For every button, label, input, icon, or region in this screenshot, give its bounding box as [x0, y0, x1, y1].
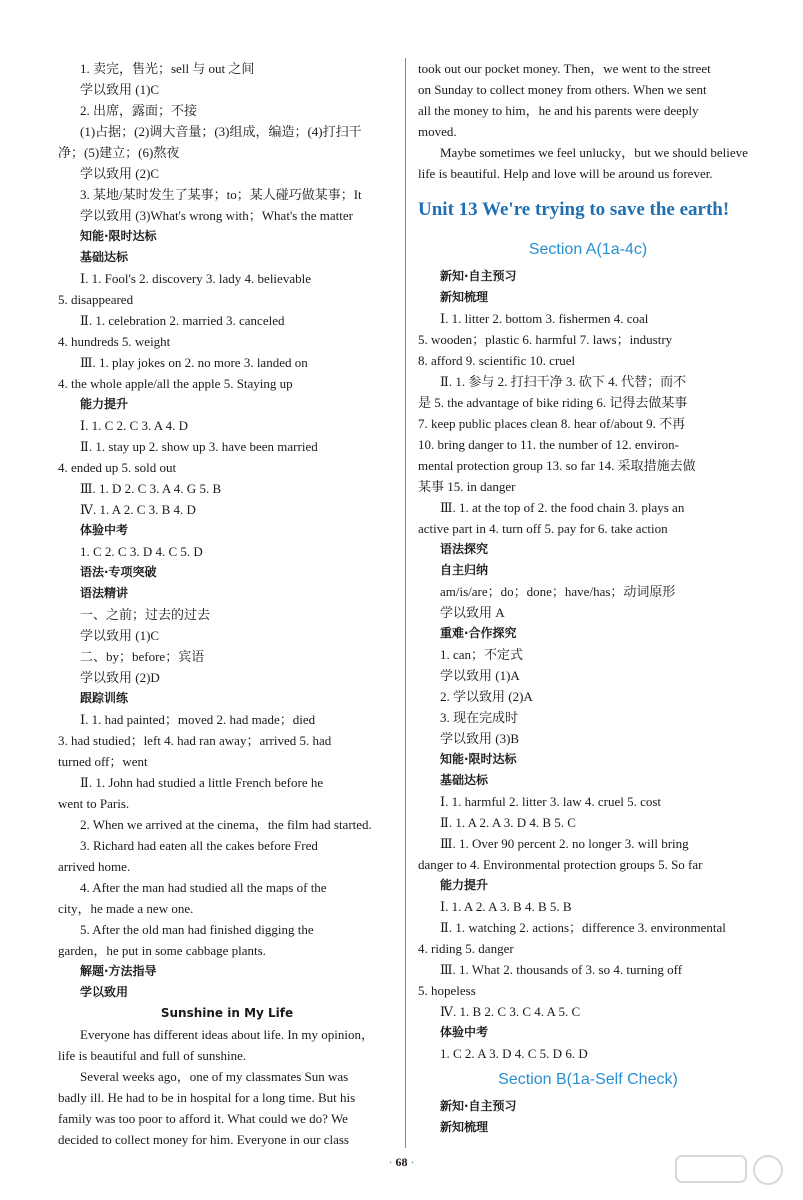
text-line: moved. [418, 124, 457, 139]
text-line: Everyone has different ideas about life. In my opinion， [80, 1027, 374, 1042]
text-line: Ⅰ. 1. had painted；moved 2. had made；died [80, 712, 316, 727]
section-b-title: Section B(1a-Self Check) [498, 1071, 678, 1088]
text-line: 8. afford 9. scientific 10. cruel [418, 353, 576, 368]
text-line: took out our pocket money. Then，we went to the street [418, 61, 711, 76]
text-line: Ⅱ. 1. watching 2. actions；difference 3. environmental [440, 920, 726, 935]
text-line: 体验中考 [440, 1025, 489, 1039]
text-line: went to Paris. [58, 796, 130, 811]
text-line: 新知·自主预习 [440, 1099, 517, 1113]
text-line: 4. After the man had studied all the maps of the [80, 880, 327, 895]
text-line: Ⅱ. 1. stay up 2. show up 3. have been married [80, 439, 318, 454]
text-line: 4. riding 5. danger [418, 941, 514, 956]
text-line: 2. When we arrived at the cinema，the film had started. [80, 817, 372, 832]
text-line: 某事 15. in danger [418, 479, 516, 494]
text-line: 是 5. the advantage of bike riding 6. 记得去做某事 [418, 395, 688, 410]
text-line: 能力提升 [440, 878, 489, 892]
text-line: 自主归纳 [440, 563, 489, 577]
text-line: 学以致用 (1)A [440, 668, 520, 683]
text-line: Ⅲ. 1. Over 90 percent 2. no longer 3. will bring [440, 836, 689, 851]
text-line: badly ill. He had to be in hospital for a long time. But his [58, 1090, 356, 1105]
text-line: 7. keep public places clean 8. hear of/about 9. 不再 [418, 416, 686, 431]
text-line: Maybe sometimes we feel unlucky，but we should believe [440, 145, 748, 160]
text-line: Ⅱ. 1. A 2. A 3. D 4. B 5. C [440, 815, 576, 830]
text-line: 3. Richard had eaten all the cakes before Fred [80, 838, 318, 853]
text-line: Ⅰ. 1. harmful 2. litter 3. law 4. cruel 5. cost [440, 794, 662, 809]
text-line: 4. hundreds 5. weight [58, 334, 171, 349]
text-line: Ⅰ. 1. Fool's 2. discovery 3. lady 4. believable [80, 271, 311, 286]
right-column [418, 58, 758, 1138]
text-line: Ⅲ. 1. D 2. C 3. A 4. G 5. B [80, 481, 222, 496]
text-line: 体验中考 [80, 523, 129, 537]
text-line: arrived home. [58, 859, 131, 874]
text-line: 3. 现在完成时 [440, 710, 519, 725]
text-line: 学以致用 (3)What's wrong with；What's the matter [80, 208, 353, 223]
text-line: city，he made a new one. [58, 901, 194, 916]
text-line: 学以致用 (3)B [440, 731, 520, 746]
text-line: 1. C 2. C 3. D 4. C 5. D [80, 544, 203, 559]
text-line: 语法·专项突破 [80, 565, 157, 579]
text-line: Several weeks ago，one of my classmates Sun was [80, 1069, 349, 1084]
unit-title: Unit 13 We're trying to save the earth! [418, 199, 730, 220]
text-line: 学以致用 [80, 985, 129, 999]
text-line: life is beautiful. Help and love will be around us forever. [418, 166, 713, 181]
page-number: · 68 · [388, 1155, 415, 1169]
text-line: 语法精讲 [80, 586, 129, 600]
text-line: on Sunday to collect money from others. When we sent [418, 82, 707, 97]
text-line: Ⅲ. 1. What 2. thousands of 3. so 4. turning off [440, 962, 683, 977]
left-column [58, 58, 396, 1150]
text-line: Ⅳ. 1. A 2. C 3. B 4. D [80, 502, 196, 517]
text-line: Ⅲ. 1. at the top of 2. the food chain 3. plays an [440, 500, 685, 515]
text-line: 新知梳理 [440, 1120, 489, 1134]
text-line: turned off；went [58, 754, 148, 769]
text-line: danger to 4. Environmental protection groups 5. So far [418, 857, 703, 872]
text-line: 语法探究 [440, 542, 489, 556]
text-line: 3. had studied；left 4. had ran away；arrived 5. had [58, 733, 332, 748]
essay-continuation [418, 58, 758, 184]
text-line: life is beautiful and full of sunshine. [58, 1048, 247, 1063]
text-line: Ⅰ. 1. C 2. C 3. A 4. D [80, 418, 189, 433]
text-line: 学以致用 (2)C [80, 166, 160, 181]
text-line: 4. the whole apple/all the apple 5. Staying up [58, 376, 293, 391]
section-a-answers [418, 266, 758, 1064]
text-line: am/is/are；do；done；have/has；动词原形 [440, 584, 676, 599]
text-line: 基础达标 [80, 250, 129, 264]
text-line: garden，he put in some cabbage plants. [58, 943, 266, 958]
text-line: 知能·限时达标 [440, 752, 517, 766]
text-line: 净；(5)建立；(6)熬夜 [58, 145, 180, 160]
text-line: 二、by；before；宾语 [80, 649, 205, 664]
text-line: 学以致用 A [440, 605, 505, 620]
text-line: 1. can；不定式 [440, 647, 524, 662]
text-line: 5. wooden；plastic 6. harmful 7. laws；industry [418, 332, 673, 347]
text-line: Ⅱ. 1. celebration 2. married 3. canceled [80, 313, 285, 328]
text-line: decided to collect money for him. Everyone in our class [58, 1132, 349, 1147]
text-line: 学以致用 (2)D [80, 670, 160, 685]
text-line: 知能·限时达标 [80, 229, 157, 243]
text-line: 5. After the old man had finished digging the [80, 922, 314, 937]
text-line: 重难·合作探究 [440, 626, 517, 640]
text-line: 学以致用 (1)C [80, 82, 160, 97]
text-line: 2. 出席，露面；不接 [80, 103, 198, 118]
text-line: family was too poor to afford it. What could we do? We [58, 1111, 348, 1126]
text-line: 学以致用 (1)C [80, 628, 160, 643]
section-a-title: Section A(1a-4c) [528, 241, 648, 258]
text-line: 能力提升 [80, 397, 129, 411]
text-line: 新知梳理 [440, 290, 489, 304]
section-b-answers [418, 1096, 758, 1138]
text-line: 一、之前；过去的过去 [80, 607, 211, 622]
text-line: 新知·自主预习 [440, 269, 517, 283]
text-line: active part in 4. turn off 5. pay for 6. take action [418, 521, 668, 536]
text-line: Ⅱ. 1. John had studied a little French before he [80, 775, 324, 790]
text-line: 4. ended up 5. sold out [58, 460, 177, 475]
text-line: 基础达标 [440, 773, 489, 787]
page-number-value: 68 [395, 1155, 408, 1169]
text-line: (1)占据；(2)调大音量；(3)组成，编造；(4)打扫干 [80, 124, 362, 139]
text-line: mental protection group 13. so far 14. 采取措施去做 [418, 458, 696, 473]
text-line: 1. C 2. A 3. D 4. C 5. D 6. D [440, 1046, 588, 1061]
text-line: 5. hopeless [418, 983, 476, 998]
text-line: Ⅰ. 1. litter 2. bottom 3. fishermen 4. coal [440, 311, 649, 326]
text-line: all the money to him，he and his parents were deeply [418, 103, 699, 118]
text-line: 解题·方法指导 [80, 964, 157, 978]
text-line: Ⅰ. 1. A 2. A 3. B 4. B 5. B [440, 899, 572, 914]
text-line: Sunshine in My Life [160, 1006, 294, 1020]
text-line: Ⅱ. 1. 参与 2. 打扫干净 3. 砍下 4. 代替；而不 [440, 374, 687, 389]
watermark-logo [670, 1150, 790, 1195]
text-line: 跟踪训练 [80, 691, 129, 705]
text-line: Ⅳ. 1. B 2. C 3. C 4. A 5. C [440, 1004, 581, 1019]
text-line: 1. 卖完，售光；sell 与 out 之间 [80, 61, 255, 76]
text-line: 10. bring danger to 11. the number of 12. environ- [418, 437, 679, 452]
text-line: 2. 学以致用 (2)A [440, 689, 533, 704]
text-line: 5. disappeared [58, 292, 134, 307]
text-line: Ⅲ. 1. play jokes on 2. no more 3. landed on [80, 355, 308, 370]
column-divider [405, 58, 406, 1148]
text-line: 3. 某地/某时发生了某事；to；某人碰巧做某事；It [80, 187, 362, 202]
